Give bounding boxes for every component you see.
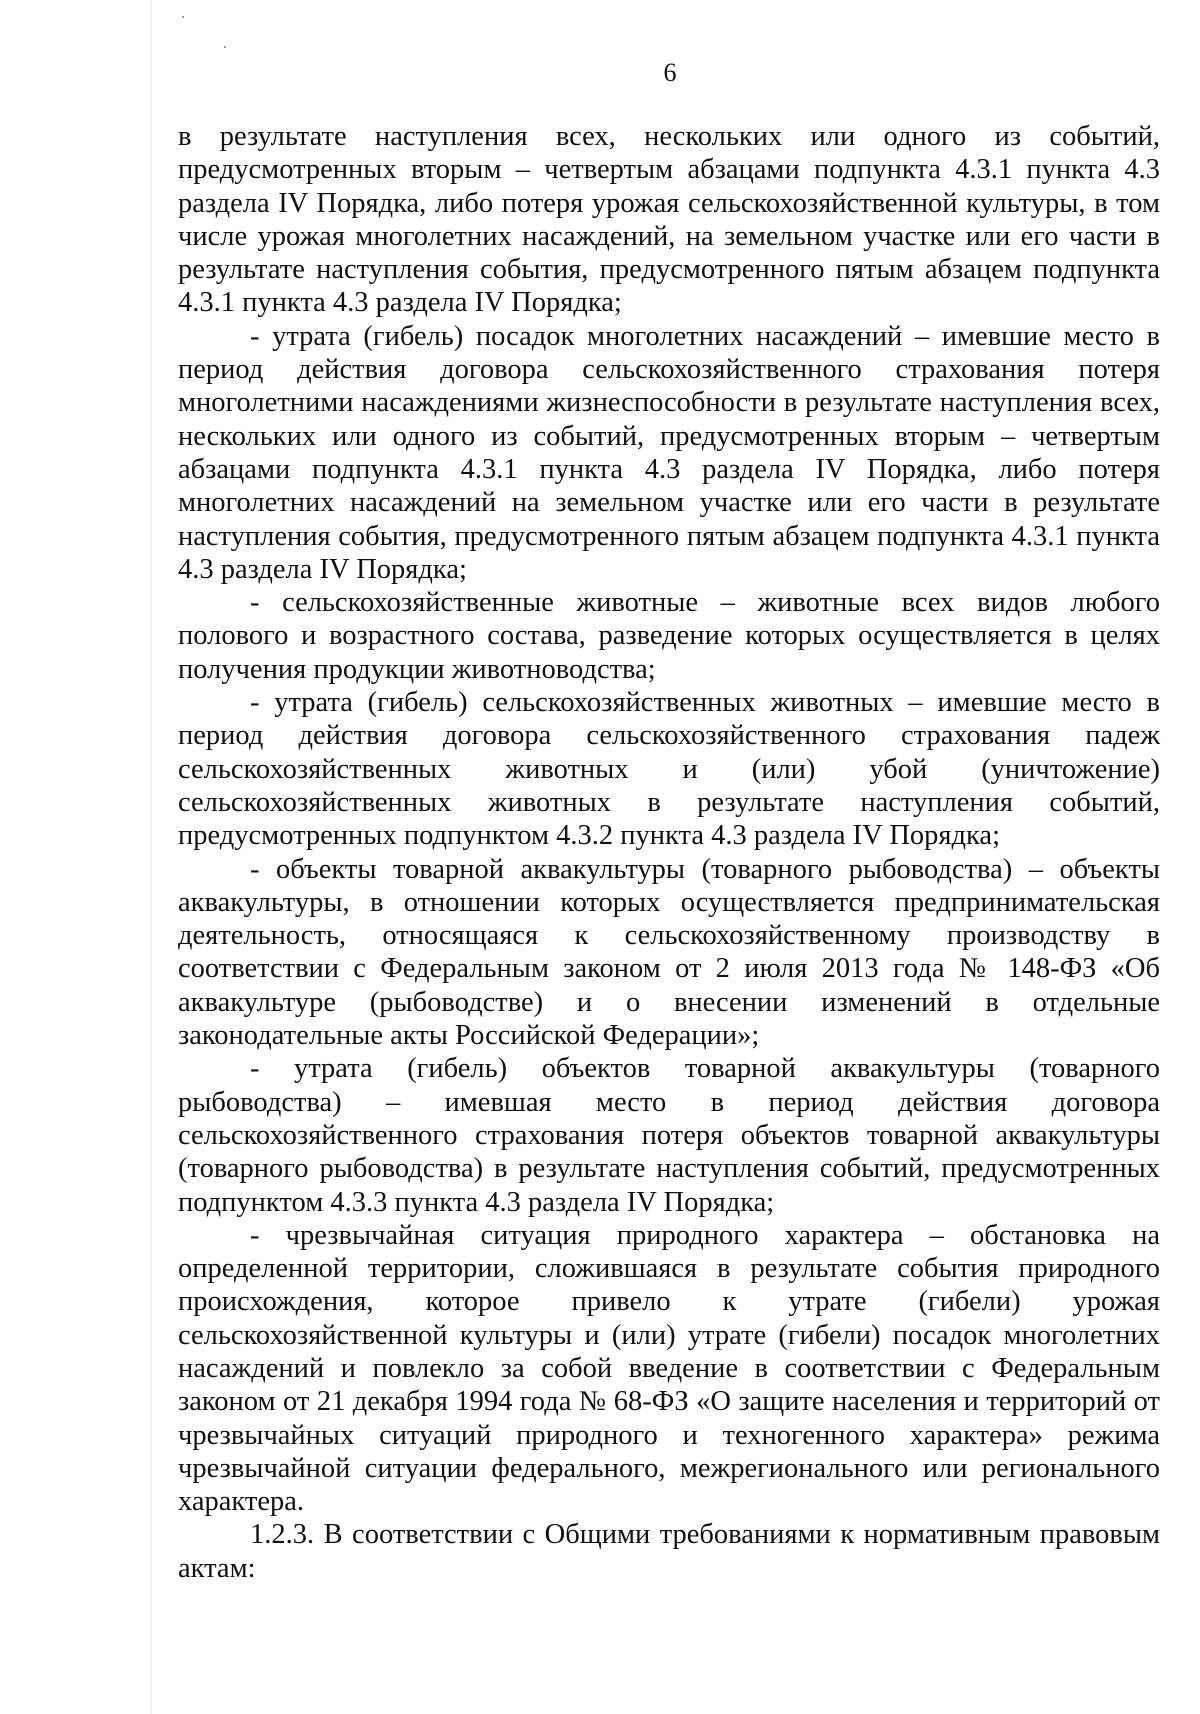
scan-speck — [182, 16, 184, 18]
paragraph-continuation: в результате наступления всех, нескольких или одного из событий, предусмотренных вторым – четвертым абзацами подпункта 4.3.1 пункта 4.3 раздела IV Порядка, либо потеря урожая сельскохозяйственной культуры, в том числе урожая многолетних насаждений, на земельном участке или его части в результате наступления события, предусмотренного пятым абзацем подпункта 4.3.1 пункта 4.3 раздела IV Порядка; — [178, 121, 1160, 319]
paragraph-section-1-2-3: 1.2.3. В соответствии с Общими требованиями к нормативным правовым актам: — [178, 1519, 1160, 1584]
paragraph-farm-animals: - сельскохозяйственные животные – животные всех видов любого полового и возрастного состава, разведение которых осуществляется в целях получения продукции животноводства; — [178, 587, 1160, 685]
scan-edge-line — [150, 0, 152, 1714]
paragraph-animal-loss: - утрата (гибель) сельскохозяйственных животных – имевшие место в период действия договора сельскохозяйственного страхования падеж сельскохозяйственных животных и (или) убой (уничтожение) сельскохозяйственных животных в результате наступления событий, предусмотренных подпунктом 4.3.2 пункта 4.3 раздела IV Порядка; — [178, 687, 1160, 852]
paragraph-emergency: - чрезвычайная ситуация природного характера – обстановка на определенной территории, сложившаяся в результате события природного происхождения, которое привело к утрате (гибели) урожая сельскохозяйственной культуры и (или) утрате (гибели) посадок многолетних насаждений и повлекло за собой введение в соответствии с Федеральным законом от 21 декабря 1994 года № 68-ФЗ «О защите населения и территорий от чрезвычайных ситуаций природного и техногенного характера» режима чрезвычайной ситуации федерального, межрегионального или регионального характера. — [178, 1219, 1160, 1518]
body-text — [178, 120, 1160, 1585]
page-number: 6 — [663, 58, 677, 87]
scan-speck — [224, 46, 226, 48]
paragraph-aquaculture-loss: - утрата (гибель) объектов товарной аквакультуры (товарного рыбоводства) – имевшая место в период действия договора сельскохозяйственного страхования потеря объектов товарной аквакультуры (товарного рыбоводства) в результате наступления событий, предусмотренных подпунктом 4.3.3 пункта 4.3 раздела IV Порядка; — [178, 1053, 1160, 1218]
paragraph-perennial-loss: - утрата (гибель) посадок многолетних насаждений – имевшие место в период действия договора сельскохозяйственного страхования потеря многолетними насаждениями жизнеспособности в результате наступления всех, нескольких или одного из событий, предусмотренных вторым – четвертым абзацами подпункта 4.3.1 пункта 4.3 раздела IV Порядка, либо потеря многолетних насаждений на земельном участке или его части в результате наступления события, предусмотренного пятым абзацем подпункта 4.3.1 пункта 4.3 раздела IV Порядка; — [178, 320, 1160, 585]
paragraph-aquaculture-objects: - объекты товарной аквакультуры (товарного рыбоводства) – объекты аквакультуры, в отношении которых осуществляется предпринимательская деятельность, относящаяся к сельскохозяйственному производству в соответствии с Федеральным законом от 2 июля 2013 года № 148-ФЗ «Об аквакультуре (рыбоводстве) и о внесении изменений в отдельные законодательные акты Российской Федерации»; — [178, 853, 1160, 1052]
